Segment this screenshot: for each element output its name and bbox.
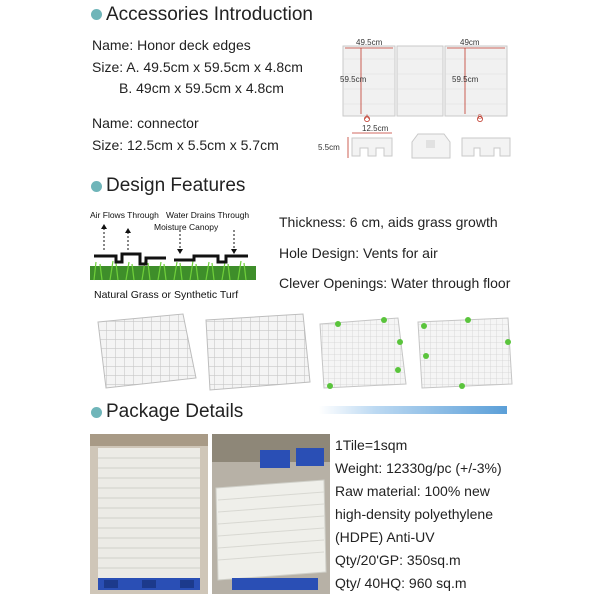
feature-thickness: Thickness: 6 cm, aids grass growth (279, 214, 498, 230)
package-line-7: Qty/ 40HQ: 960 sq.m (335, 575, 467, 591)
tile-photos-row (88, 312, 518, 394)
accessory-name-edges: Name: Honor deck edges (92, 37, 251, 53)
edge-a-width-label: 49.5cm (356, 38, 383, 47)
package-line-4: high-density polyethylene (335, 506, 493, 522)
package-line-6: Qty/20'GP: 350sq.m (335, 552, 461, 568)
section-bullet-icon (91, 407, 102, 418)
diagram-label-bottom: Natural Grass or Synthetic Turf (94, 289, 239, 301)
package-photo-warehouse (212, 434, 330, 594)
diagram-label-canopy: Moisture Canopy (154, 222, 219, 232)
edge-a-marker: A (365, 115, 370, 121)
diagram-label-air: Air Flows Through (90, 210, 159, 220)
package-line-2: Weight: 12330g/pc (+/-3%) (335, 460, 502, 476)
package-photo-pallet-stack (90, 434, 208, 594)
section-title-accessories: Accessories Introduction (106, 4, 313, 25)
accessory-size-connector: Size: 12.5cm x 5.5cm x 5.7cm (92, 137, 279, 153)
section-bullet-icon (91, 9, 102, 20)
connector-height-label: 5.5cm (318, 143, 340, 152)
feature-openings: Clever Openings: Water through floor (279, 275, 511, 291)
package-line-3: Raw material: 100% new (335, 483, 490, 499)
accessory-size-a: Size: A. 49.5cm x 59.5cm x 4.8cm (92, 59, 303, 75)
section-title-design: Design Features (106, 175, 246, 196)
connector-width-label: 12.5cm (362, 124, 389, 133)
accessory-size-b: B. 49cm x 59.5cm x 4.8cm (119, 80, 284, 96)
accessory-name-connector: Name: connector (92, 115, 199, 131)
package-line-5: (HDPE) Anti-UV (335, 529, 435, 545)
edge-b-marker: B (478, 115, 483, 121)
edge-a-height-label: 59.5cm (340, 75, 367, 84)
section-bullet-icon (91, 181, 102, 192)
gradient-accent-bar (319, 406, 507, 414)
package-line-1: 1Tile=1sqm (335, 437, 408, 453)
feature-hole-design: Hole Design: Vents for air (279, 245, 438, 261)
section-title-package: Package Details (106, 401, 244, 422)
edge-b-width-label: 49cm (460, 38, 480, 47)
edge-b-height-label: 59.5cm (452, 75, 479, 84)
diagram-label-water: Water Drains Through (166, 210, 250, 220)
